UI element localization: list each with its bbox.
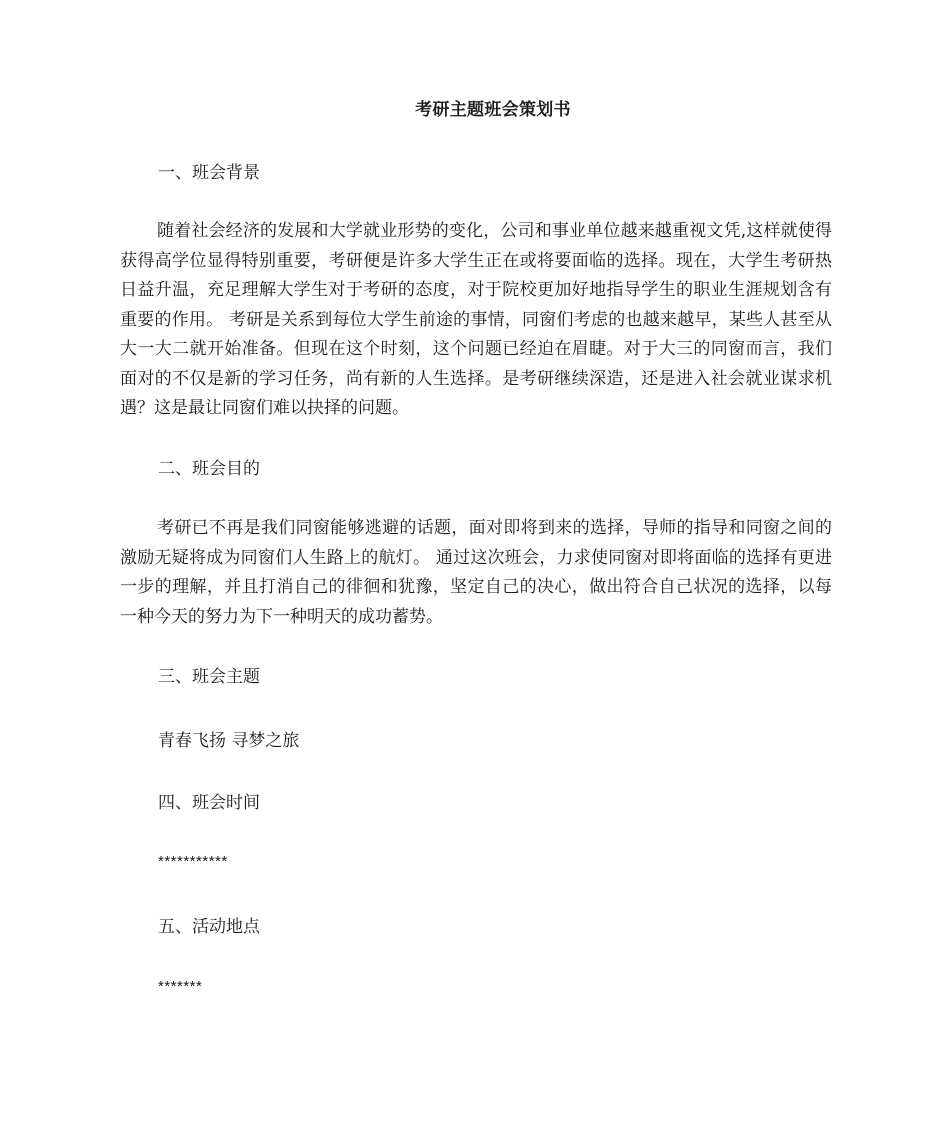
document-title: 考研主题班会策划书	[415, 100, 571, 120]
section-body-theme: 青春飞扬 寻梦之旅	[158, 731, 300, 751]
section-heading-time: 四、班会时间	[158, 793, 260, 813]
section-heading-location: 五、活动地点	[158, 917, 260, 937]
section-body-location: *******	[158, 978, 203, 995]
section-heading-theme: 三、班会主题	[158, 667, 260, 687]
section-heading-background: 一、班会背景	[158, 163, 260, 183]
section-body-time: ***********	[158, 853, 228, 870]
section-heading-purpose: 二、班会目的	[158, 459, 260, 479]
section-body-purpose: 考研已不再是我们同窗能够逃避的话题，面对即将到来的选择，导师的指导和同窗之间的激励无疑将成为同窗们人生路上的航灯。 通过这次班会，力求使同窗对即将面临的选择有更进一步的理解，并且打消自己的徘徊和犹豫，坚定自己的决心，做出符合自己状况的选择，以每一种今天的努力为下一种明天的成功蓄势。	[120, 518, 832, 627]
section-body-background: 随着社会经济的发展和大学就业形势的变化，公司和事业单位越来越重视文凭,这样就使得获得高学位显得特别重要，考研便是许多大学生正在或将要面临的选择。现在，大学生考研热日益升温，充足理解大学生对于考研的态度，对于院校更加好地指导学生的职业生涯规划含有重要的作用。 考研是关系到每位大学生前途的事情，同窗们考虑的也越来越早，某些人甚至从大一大二就开始准备。但现在这个时刻，这个问题已经迫在眉睫。对于大三的同窗而言，我们面对的不仅是新的学习任务，尚有新的人生选择。是考研继续深造，还是进入社会就业谋求机遇？这是最让同窗们难以抉择的问题。	[120, 221, 832, 418]
